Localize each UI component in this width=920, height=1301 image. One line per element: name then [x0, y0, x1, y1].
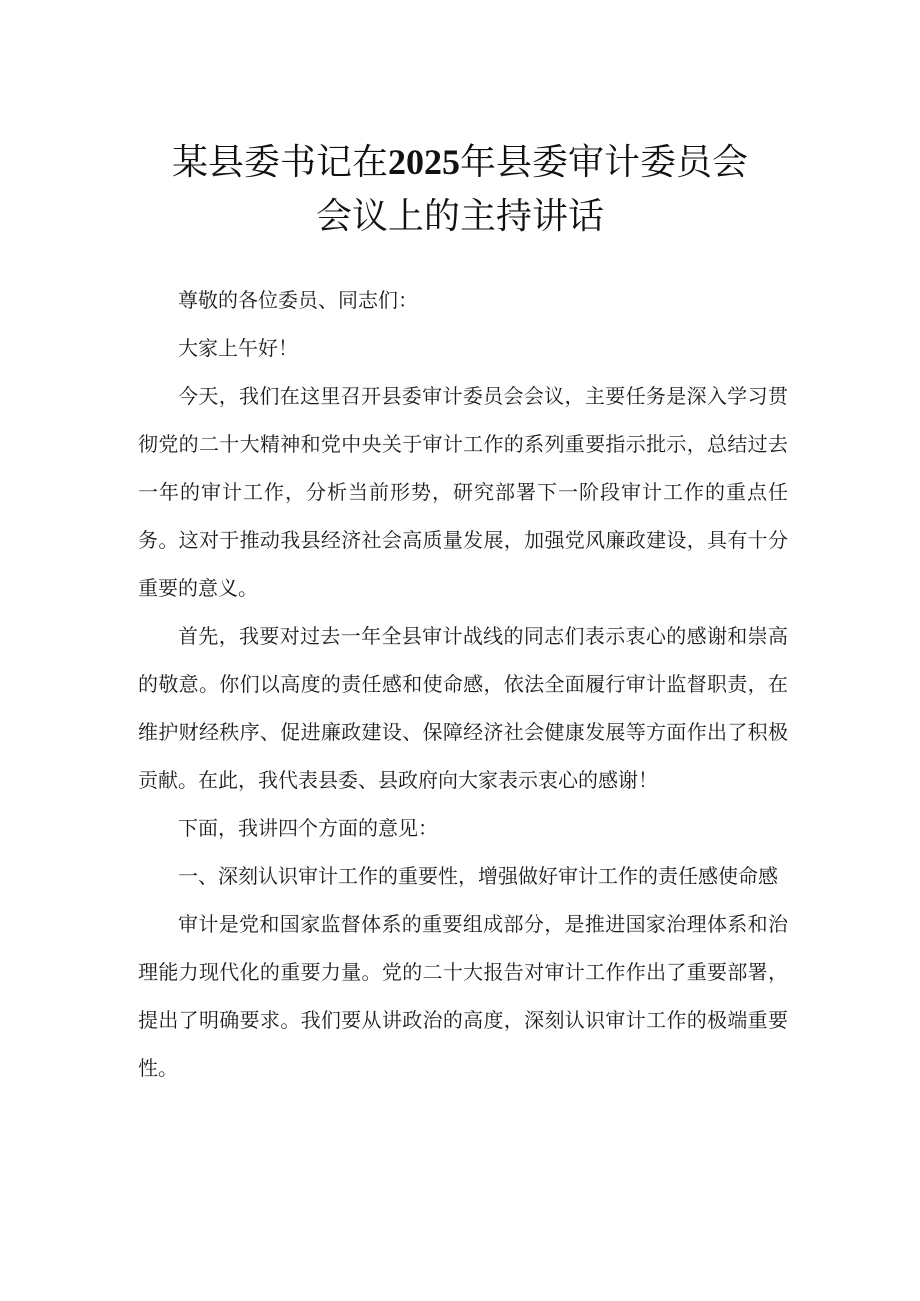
- paragraph-section-1: 审计是党和国家监督体系的重要组成部分，是推进国家治理体系和治理能力现代化的重要力量。党的二十大报告对审计工作作出了重要部署，提出了明确要求。我们要从讲政治的高度，深刻认识审计工作的极端重要性。: [138, 912, 788, 1080]
- salutation: 尊敬的各位委员、同志们：: [178, 288, 418, 312]
- document-body: [138, 276, 788, 1092]
- title-suffix: 年县委审计委员会: [460, 142, 749, 183]
- paragraph-intro: 今天，我们在这里召开县委审计委员会会议，主要任务是深入学习贯彻党的二十大精神和党中央关于审计工作的系列重要指示批示，总结过去一年的审计工作，分析当前形势，研究部署下一阶段审计工作的重点任务。这对于推动我县经济社会高质量发展，加强党风廉政建设，具有十分重要的意义。: [138, 384, 788, 600]
- paragraph-thanks: 首先，我要对过去一年全县审计战线的同志们表示衷心的感谢和崇高的敬意。你们以高度的责任感和使命感，依法全面履行审计监督职责，在维护财经秩序、促进廉政建设、保障经济社会健康发展等方面作出了积极贡献。在此，我代表县委、县政府向大家表示衷心的感谢！: [138, 624, 788, 792]
- greeting: 大家上午好！: [178, 336, 298, 360]
- document-title-line-2: 会议上的主持讲话: [315, 196, 604, 237]
- paragraph-outline: 下面，我讲四个方面的意见：: [178, 816, 438, 840]
- title-year: 2025: [388, 142, 460, 182]
- title-prefix: 某县委书记在: [171, 142, 388, 183]
- document-title-line-1: [0, 134, 920, 185]
- section-heading-1: 一、深刻认识审计工作的重要性，增强做好审计工作的责任感使命感: [178, 864, 778, 888]
